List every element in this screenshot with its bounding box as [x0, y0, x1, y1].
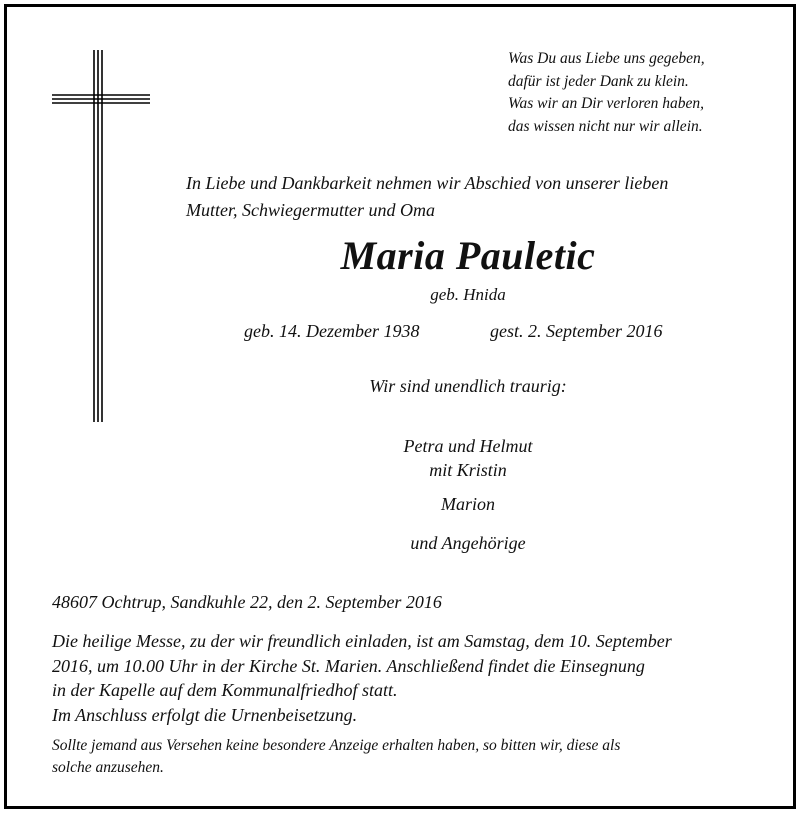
family-group: [0, 434, 800, 482]
maiden-name: geb. Hnida: [430, 285, 506, 304]
family-line: Petra und Helmut: [403, 436, 533, 456]
service-line: 2016, um 10.00 Uhr in der Kirche St. Marien. Anschließend findet die Einsegnung: [52, 655, 645, 676]
service-line: in der Kapelle auf dem Kommunalfriedhof statt.: [52, 680, 398, 700]
poem-line: das wissen nicht nur wir allein.: [508, 117, 703, 135]
deceased-name: Maria Pauletic: [340, 233, 596, 278]
mourning-line: Wir sind unendlich traurig:: [369, 376, 567, 396]
note-line: Sollte jemand aus Versehen keine besondere Anzeige erhalten haben, so bitten wir, diese als: [52, 737, 621, 754]
intro-line: In Liebe und Dankbarkeit nehmen wir Abschied von unserer lieben: [186, 173, 669, 193]
death-date: gest. 2. September 2016: [490, 321, 663, 341]
family-line: und Angehörige: [410, 533, 526, 553]
note-line: solche anzusehen.: [52, 759, 164, 776]
closing-note: [52, 735, 620, 779]
poem-line: dafür ist jeder Dank zu klein.: [508, 72, 689, 90]
service-info: [52, 629, 672, 727]
birth-date: geb. 14. Dezember 1938: [244, 321, 420, 341]
family-line: mit Kristin: [429, 460, 507, 480]
family-line: Marion: [441, 494, 495, 514]
intro-text: [186, 170, 668, 224]
poem-line: Was Du aus Liebe uns gegeben,: [508, 50, 705, 67]
intro-line: Mutter, Schwiegermutter und Oma: [186, 200, 435, 220]
address-line: 48607 Ochtrup, Sandkuhle 22, den 2. September 2016: [52, 592, 442, 612]
poem: [508, 48, 705, 138]
service-line: Im Anschluss erfolgt die Urnenbeisetzung.: [52, 704, 358, 725]
service-line: Die heilige Messe, zu der wir freundlich einladen, ist am Samstag, dem 10. September: [52, 631, 672, 651]
poem-line: Was wir an Dir verloren haben,: [508, 95, 705, 112]
